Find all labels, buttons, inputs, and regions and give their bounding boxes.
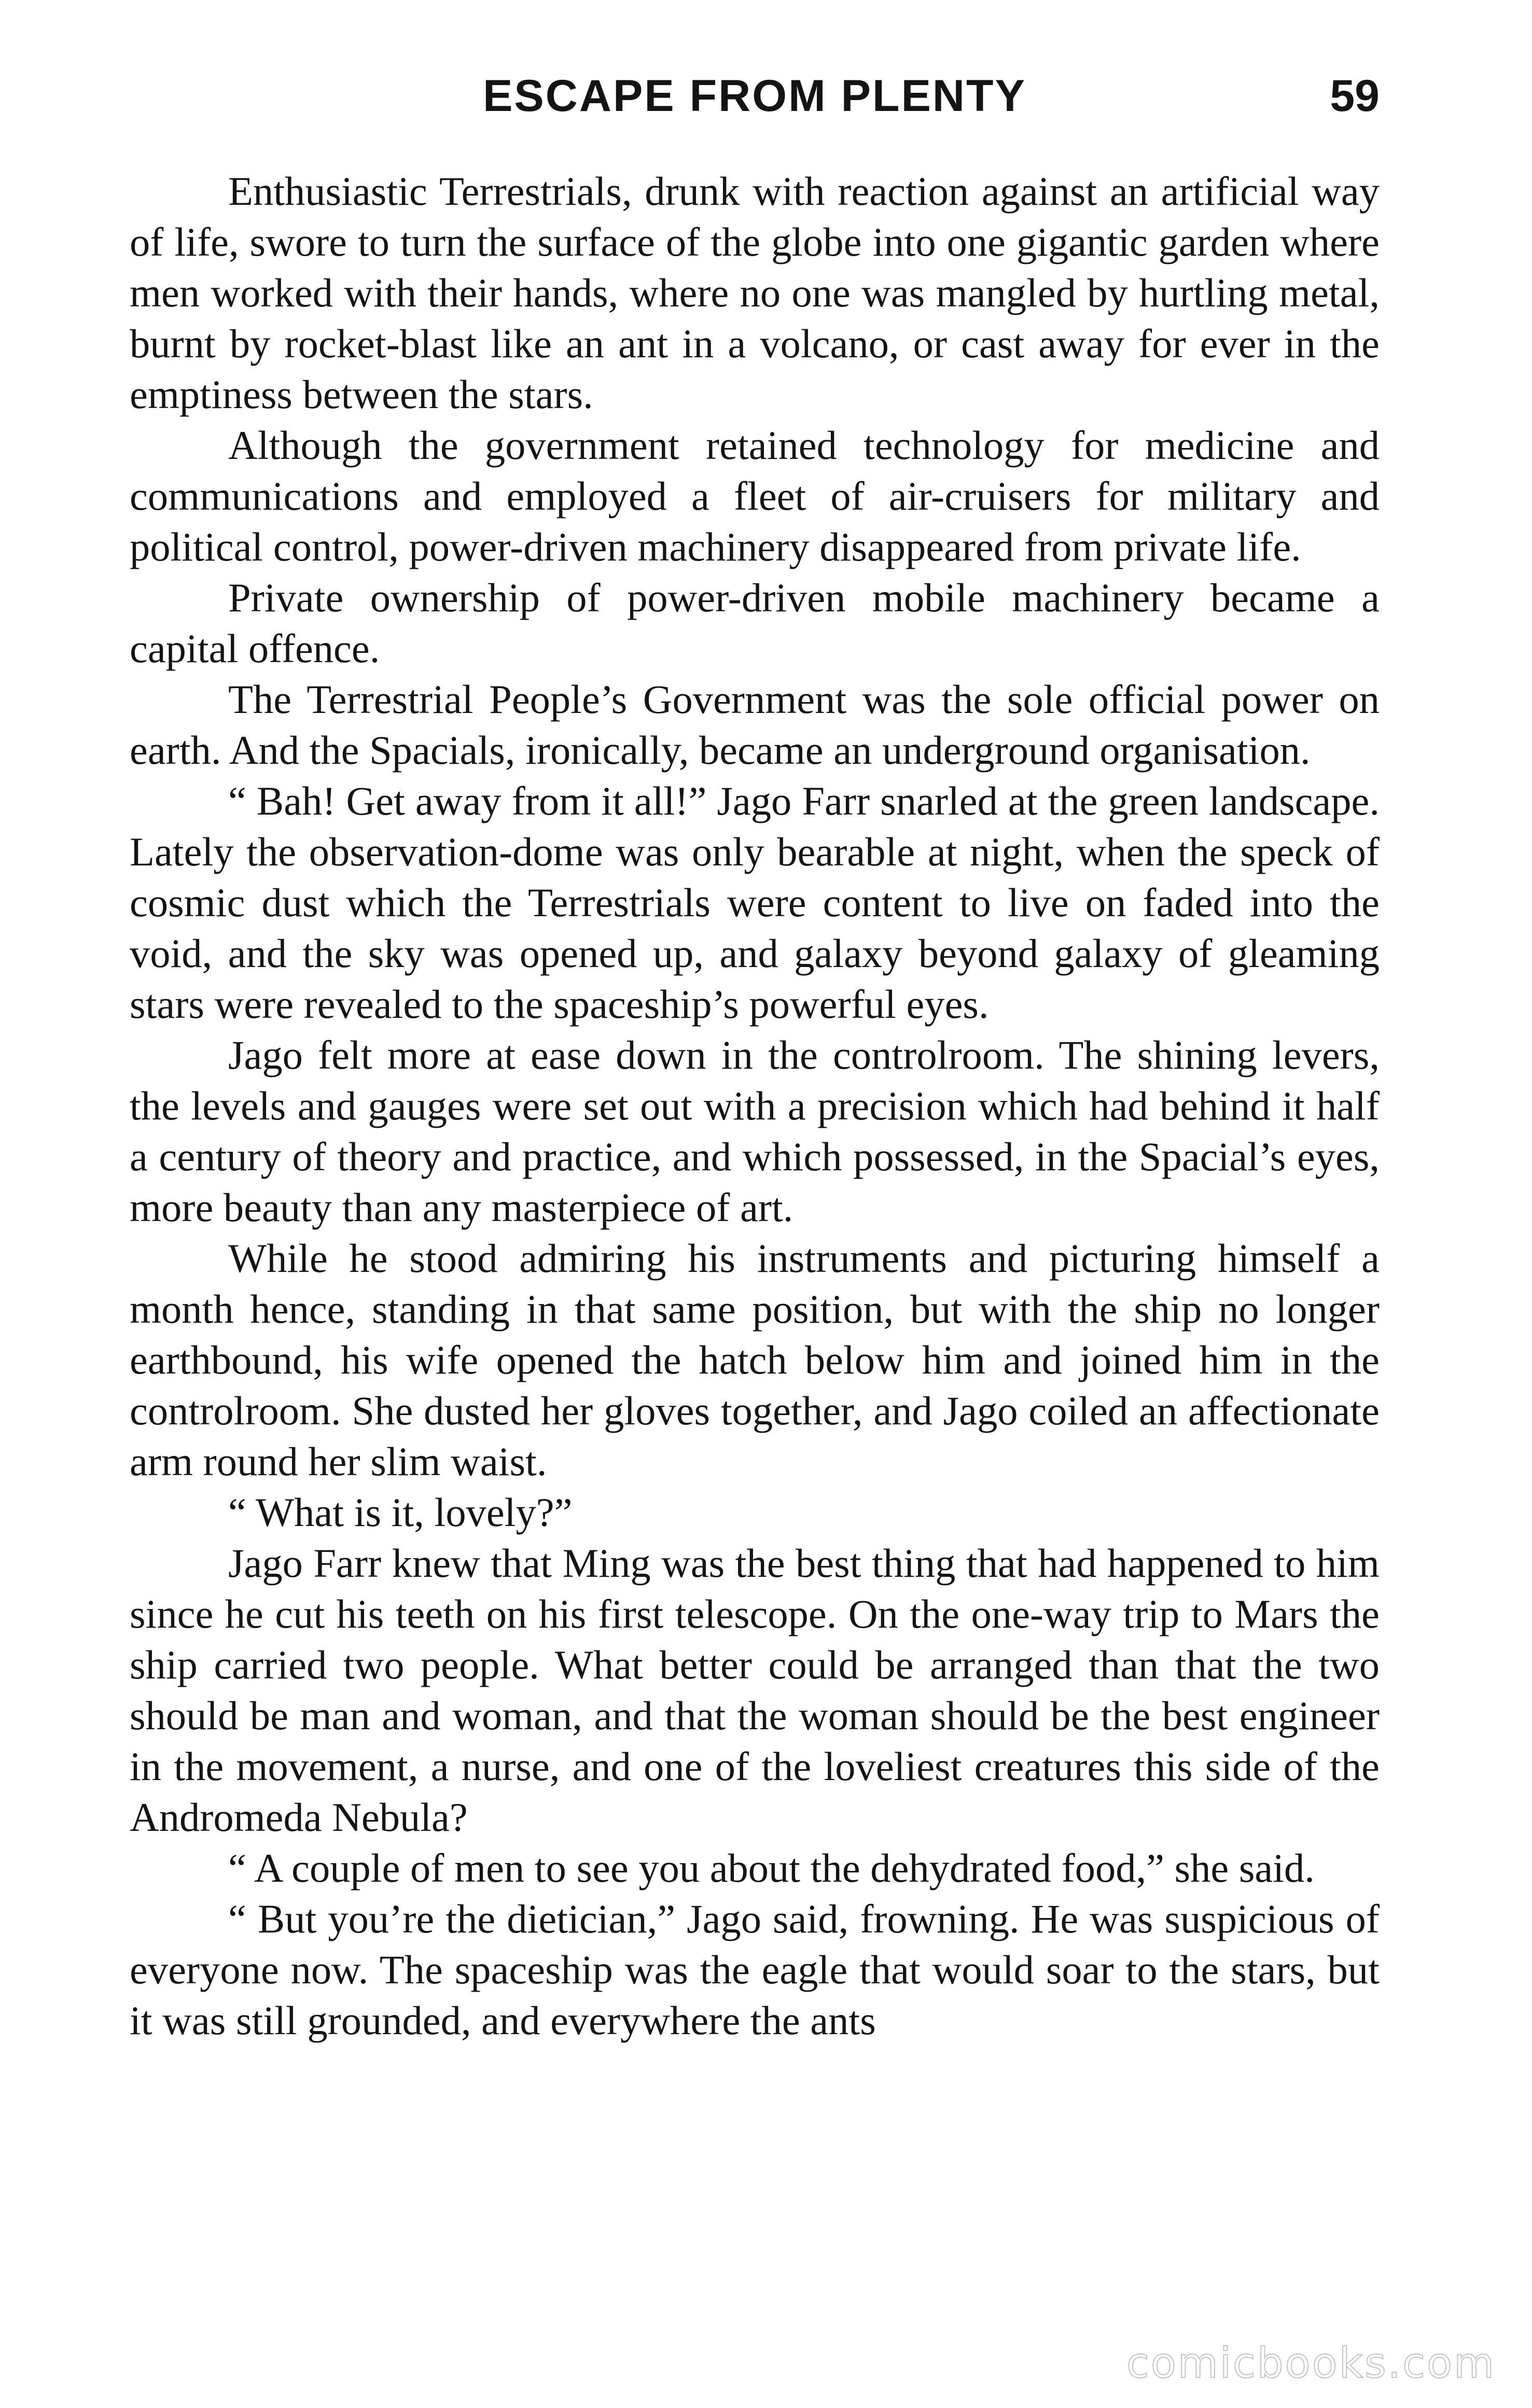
paragraph: The Terrestrial People’s Government was the sole official power on earth. And the Spacials, ironically, became an underground organisation. [130, 677, 1380, 773]
paragraph: While he stood admiring his instruments and picturing himself a month hence, standing in that same position, but with the ship no longer earthbound, his wife opened the hatch below him and joined him in the controlroom. She dusted her gloves together, and Jago coiled an affectionate arm round her slim waist. [130, 1236, 1380, 1484]
running-title: ESCAPE FROM PLENTY [483, 71, 1026, 121]
paragraph: Private ownership of power-driven mobile machinery became a capital offence. [130, 575, 1380, 671]
paragraph: “ But you’re the dietician,” Jago said, frowning. He was suspicious of everyone now. The spaceship was the eagle that would soar to the stars, but it was still grounded, and everywhere the ants [130, 1896, 1380, 2043]
paragraph: “ Bah! Get away from it all!” Jago Farr snarled at the green landscape. Lately the observation-dome was only bearable at night, when the speck of cosmic dust which the Terrestrials were content to live on faded into the void, and the sky was opened up, and galaxy beyond galaxy of gleaming stars were revealed to the spaceship’s powerful eyes. [130, 778, 1380, 1027]
paragraph: “ A couple of men to see you about the dehydrated food,” she said. [228, 1845, 1315, 1891]
paragraph: Jago Farr knew that Ming was the best thing that had happened to him since he cut his teeth on his first telescope. On the one-way trip to Mars the ship carried two people. What better could be arranged than that the two should be man and woman, and that the woman should be the best engineer in the movement, a nurse, and one of the loveliest creatures this side of the Andromeda Nebula? [130, 1541, 1380, 1840]
paragraph: Jago felt more at ease down in the controlroom. The shining levers, the levels and gauges were set out with a precision which had behind it half a century of theory and practice, and which possessed, in the Spacial’s eyes, more beauty than any masterpiece of art. [130, 1032, 1380, 1230]
watermark: comicbooks.com [1126, 2339, 1496, 2387]
running-head [130, 67, 1380, 124]
paragraph: Enthusiastic Terrestrials, drunk with reaction against an artificial way of life, swore to turn the surface of the globe into one gigantic garden where men worked with their hands, where no one was mangled by hurtling metal, burnt by rocket-blast like an ant in a volcano, or cast away for ever in the emptiness between the stars. [130, 169, 1380, 417]
paragraph: Although the government retained technology for medicine and communications and employed a fleet of air-cruisers for military and political control, power-driven machinery disappeared from private life. [130, 423, 1380, 569]
paragraph: “ What is it, lovely?” [228, 1490, 573, 1535]
text-column [130, 166, 1380, 2046]
page-number: 59 [1330, 71, 1380, 121]
